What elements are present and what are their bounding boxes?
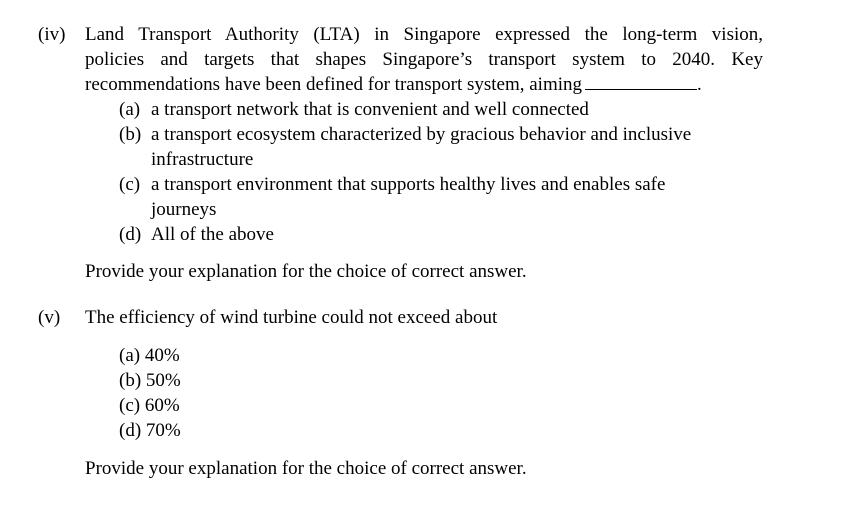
option-label: (c) bbox=[119, 174, 141, 195]
question-iv-option-d bbox=[119, 222, 274, 247]
question-iv-option-a bbox=[119, 97, 589, 122]
question-iv-option-c bbox=[119, 172, 665, 197]
option-text: 60% bbox=[144, 395, 180, 416]
question-v-number: (v) bbox=[38, 307, 61, 328]
question-v-explanation-prompt: Provide your explanation for the choice of correct answer. bbox=[85, 458, 527, 479]
option-text: All of the above bbox=[151, 224, 274, 245]
question-iv-stem-line-1: Land Transport Authority (LTA) in Singapore expressed the long-term vision, bbox=[85, 24, 763, 45]
question-iv-stem-line-2: policies and targets that shapes Singapore’s transport system to 2040. Key bbox=[85, 49, 763, 70]
question-v-option-c bbox=[119, 393, 180, 418]
answer-blank bbox=[585, 73, 697, 90]
option-text: 50% bbox=[145, 370, 181, 391]
question-iv-stem-end: . bbox=[697, 74, 702, 95]
question-iv-option-b-continuation: infrastructure bbox=[151, 149, 254, 170]
option-text: a transport network that is convenient and well connected bbox=[151, 99, 589, 120]
question-iv-stem-line-3-text: recommendations have been defined for transport system, aiming bbox=[85, 74, 583, 95]
option-text: 40% bbox=[144, 345, 180, 366]
question-iv-option-b bbox=[119, 122, 691, 147]
question-v-option-b bbox=[119, 368, 181, 393]
option-text: 70% bbox=[145, 420, 181, 441]
option-label: (d) bbox=[119, 224, 142, 245]
question-v-option-a bbox=[119, 343, 180, 368]
question-iv-stem bbox=[85, 22, 763, 97]
option-label: (b) bbox=[119, 370, 142, 391]
question-iv-explanation-prompt: Provide your explanation for the choice of correct answer. bbox=[85, 261, 527, 282]
option-label: (a) bbox=[119, 99, 141, 120]
option-label: (c) bbox=[119, 395, 141, 416]
question-iv-stem-line-3 bbox=[85, 72, 763, 97]
option-label: (d) bbox=[119, 420, 142, 441]
question-v-option-d bbox=[119, 418, 181, 443]
question-v-stem: The efficiency of wind turbine could not exceed about bbox=[85, 307, 498, 328]
question-iv-number: (iv) bbox=[38, 24, 66, 45]
question-iv-option-c-continuation: journeys bbox=[151, 199, 217, 220]
option-label: (a) bbox=[119, 345, 141, 366]
option-text: a transport ecosystem characterized by gracious behavior and inclusive bbox=[151, 124, 692, 145]
option-text: a transport environment that supports healthy lives and enables safe bbox=[151, 174, 666, 195]
option-label: (b) bbox=[119, 124, 142, 145]
